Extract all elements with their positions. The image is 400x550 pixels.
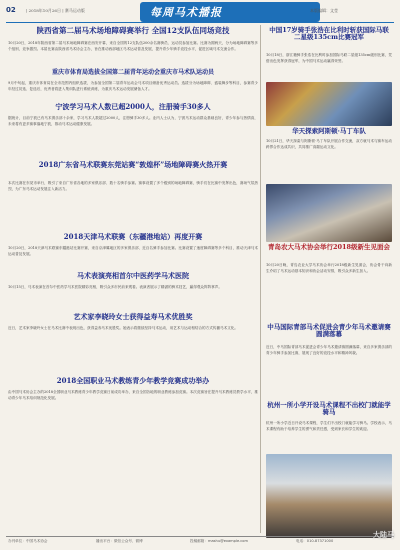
editor-credit: 本版编辑：文莹 <box>310 8 338 13</box>
body-coach-contest: 由中国马术协会主办的2018全国职业马术教练青少年教学竞赛日前成功举办，来自全国各地的职业教练参加竞赛。本次竞赛旨在提升马术教练员教学水平，推动青少年马术培训规范化发展。 <box>8 390 258 400</box>
headline-tianjin: 2018天津马术联赛（东疆港地站）再度开赛 <box>63 232 203 241</box>
footer-phone: 电话：010-87371000 <box>296 539 334 543</box>
body-artist: 近日，艺术家李晓玲女士在马术比赛中表现出色，获得益寿马术优胜奖。她表示将继续坚持马术运动，用艺术与运动相结合的方式传播马术文化。 <box>8 326 238 330</box>
footer-publisher: 办刊单位：中国马术协会 <box>8 539 48 543</box>
body-hangzhou: 杭州一所小学近日开设马术课程，学生们不出校门就能学习骑马。学校表示，马术课程有助于培养学生的勇气和责任感，受到家长和学生的欢迎。 <box>266 421 392 431</box>
body-tianjin: 10月20日，2018天津马术联赛东疆港站比赛开赛，来自京津冀地区的多家俱乐部、近百名骑手参加比赛。比赛设置了速度障碍赛等多个科目，推动天津马术运动普及发展。 <box>8 246 258 256</box>
body-qingdao: 10月20日晚，青岛农业大学马术协会举行2018级新生见面会，协会骨干向新生介绍了马术运动基本知识和协会活动安排，吸引众多新生加入。 <box>266 263 392 273</box>
photo-rider <box>266 82 392 126</box>
headline-zhang-hao: 中国17岁骑手张浩在比利时斩获国际马联二星级135cm比赛冠军 <box>269 26 389 42</box>
headline-coach-contest: 2018全国职业马术教练青少年教学竞赛成功举办 <box>56 376 210 385</box>
headline-seoul: 马术表演亮相首尔中医药学马术医院 <box>77 271 189 280</box>
headline-qingdao: 青岛农大马术协会举行2018级新生见面会 <box>267 243 391 251</box>
footer-platform: 播出平台：微信公众号、微博 <box>96 539 143 543</box>
headline-artist: 艺术家李晓玲女士获得益寿马术优胜奖 <box>73 312 193 321</box>
header-rule <box>6 22 394 23</box>
issue-line: | 2018年10月26日 | 赛马运动版 <box>26 8 85 13</box>
headline-ningbo: 宁波学习马术人数已超2000人，注册骑手30多人 <box>55 102 211 111</box>
body-aston-martin: 10月21日，华天探索与阿斯顿·马丁车队开展合作交流，双方就马术与赛车运动跨界合作达成共识，共同推广高端运动文化。 <box>266 139 392 149</box>
headline-youth-invitational: 中马国际青部马术促进会青少年马术邀请赛圆满落幕 <box>267 323 391 339</box>
body-seoul: 10月15日，马术表演在首尔中医药学马术医院精彩亮相，吸引众多市民前来观看。表演者展示了精湛的骑术技艺，赢得观众阵阵掌声。 <box>8 285 222 289</box>
body-shaanxi: 10月20日，2018年陕西省第二届马术场地障碍赛在西安开幕，来自全国的12支队伍200余名赛骑员、运动员参加比赛。比赛为期两天，分为场地障碍赛等多个组别，竞争激烈。本届比赛由陕西省马术协会主办，旨在推动西部地区马术运动普及发展，提升青少年骑手竞技水平，促进区域马术交流合作。 <box>8 41 258 51</box>
body-ningbo: 据统计，目前宁波已有马术俱乐部十余家，学习马术人数超过2000人，注册骑手30多人。业内人士认为，宁波马术运动群众基础良好，青少年参与热情高，未来将有更多赛事落地宁波，推动马术运动健康发展。 <box>8 116 258 126</box>
headline-shaanxi: 陕西省第二届马术场地障碍赛举行 全国12支队伍同场竞技 <box>36 26 230 35</box>
body-guangdong: 本次比赛在东莞市举行，吸引了来自广东省各地的多家俱乐部、数十名骑手参赛。赛事设置了多个级别的场地障碍赛，骑手们在比赛中发挥出色，赛场气氛热烈，为广东马术运动发展注入新活力。 <box>8 181 258 191</box>
page-number: 02 <box>6 6 16 14</box>
masthead-title: 每周马术播报 <box>150 6 222 19</box>
body-zhang-hao: 10月18日，浙江籍骑手张浩在比利时参加国际马联二星级135cm级别比赛，凭借出色发挥获得冠军，为中国马术运动赢得荣誉。 <box>266 53 392 63</box>
headline-hangzhou: 杭州一所小学开设马术课程不出校门就能学骑马 <box>267 401 391 417</box>
body-youth-invitational: 近日，中马国际青部马术促进会青少年马术邀请赛圆满落幕，来自多家俱乐部的青少年骑手参加比赛，展现了良好的竞技水平和精神风貌。 <box>266 345 392 355</box>
body-chongqing: 9月中旬起，重庆市体育局在全市范围内组织选拔，为参加全国第二届青年运动会马术项目储备优秀运动员。选拔分为场地障碍、盛装舞步等科目，参赛青少年经过初选、复选后，优秀者将进入集训队进行系统训练，为重庆马术运动发展储备人才。 <box>8 81 258 91</box>
headline-aston-martin: 华天探索阿斯顿·马丁车队 <box>292 127 366 135</box>
headline-guangdong: 2018广东省马术联赛东莞站赛“敦煌杯”场地障碍赛火热开赛 <box>38 160 228 169</box>
footer-email: 投稿邮箱：mashu@example.com <box>190 539 248 543</box>
watermark: 大陆马 <box>373 531 394 539</box>
photo-school-riding <box>266 454 392 538</box>
headline-chongqing: 重庆市体育局选拔全国第二届青年运动会重庆市马术队运动员 <box>51 69 214 76</box>
photo-team <box>266 184 392 242</box>
footer-rule <box>6 536 394 537</box>
column-divider <box>260 25 261 533</box>
